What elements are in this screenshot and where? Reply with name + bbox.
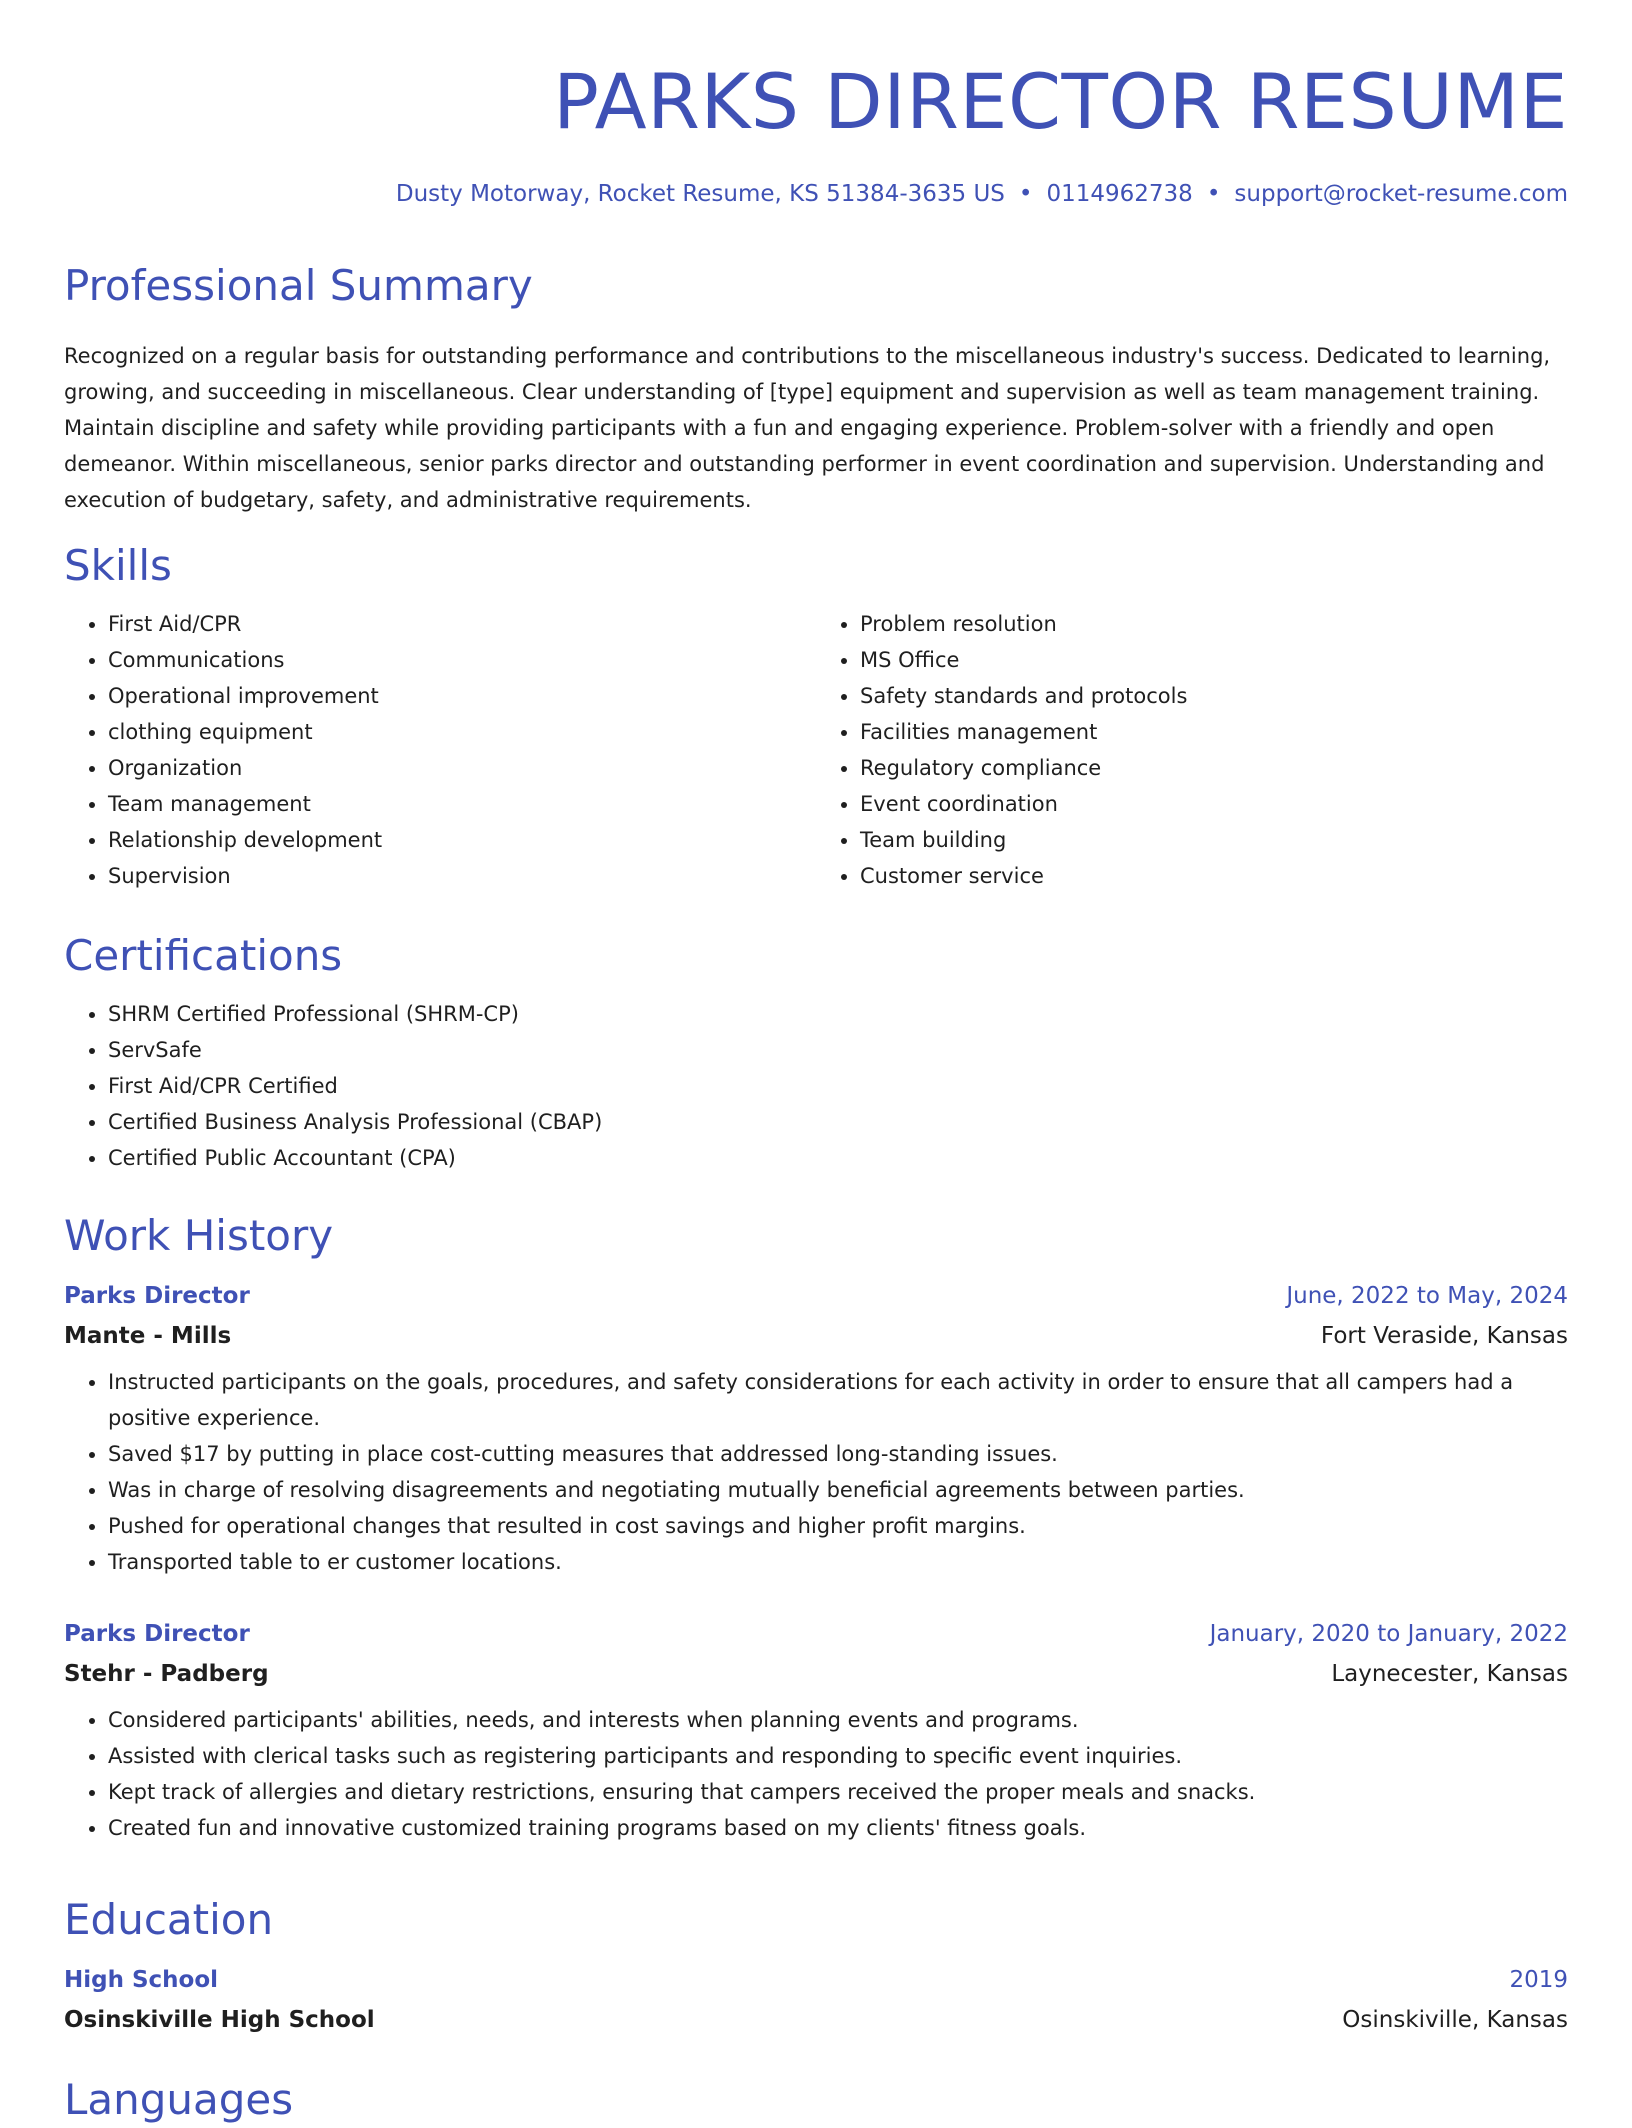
skill-item: • Organization (108, 750, 816, 786)
job-bullet: • Transported table to er customer locations. (108, 1544, 1568, 1580)
certification-item: • SHRM Certified Professional (SHRM-CP) (108, 996, 1568, 1032)
skill-item: • Safety standards and protocols (860, 678, 1568, 714)
section-heading: Skills (64, 541, 172, 590)
job-location: Laynecester, Kansas (1331, 1661, 1568, 1687)
education-school-row (64, 2000, 1568, 2040)
certifications-list (64, 996, 1568, 1176)
skill-item: • Operational improvement (108, 678, 816, 714)
job-bullets (64, 1364, 1568, 1580)
contact-address: Dusty Motorway, Rocket Resume, KS 51384-3635 US (395, 181, 1005, 207)
education-year: 2019 (1509, 1967, 1568, 1993)
contact-line (64, 178, 1568, 210)
contact-separator: • (1206, 181, 1221, 207)
skill-item: • Facilities management (860, 714, 1568, 750)
section-heading: Work History (64, 1211, 334, 1260)
section-heading: Languages (64, 2075, 294, 2124)
job-dates: June, 2022 to May, 2024 (1286, 1283, 1568, 1309)
contact-separator: • (1018, 181, 1033, 207)
job-bullet: • Pushed for operational changes that resulted in cost savings and higher profit margins. (108, 1508, 1568, 1544)
job-title: Parks Director (64, 1283, 250, 1309)
section-heading: Certifications (64, 931, 343, 980)
skill-item: • Event coordination (860, 786, 1568, 822)
skill-item: • clothing equipment (108, 714, 816, 750)
job-bullet: • Considered participants' abilities, needs, and interests when planning events and programs. (108, 1702, 1568, 1738)
job-header-row (64, 1276, 1568, 1316)
education-degree: High School (64, 1967, 219, 1993)
skill-item: • First Aid/CPR (108, 606, 816, 642)
education-header-row (64, 1960, 1568, 2000)
job-bullet: • Instructed participants on the goals, procedures, and safety considerations for each activity in order to ensure that all campers had a positive experience. (108, 1364, 1568, 1436)
skill-item: • Supervision (108, 858, 816, 894)
job-company: Mante - Mills (64, 1323, 232, 1349)
job-company: Stehr - Padberg (64, 1661, 269, 1687)
job-entry (64, 1614, 1568, 1846)
professional-summary-section (64, 258, 1568, 518)
skill-item: • Regulatory compliance (860, 750, 1568, 786)
job-bullet: • Was in charge of resolving disagreements and negotiating mutually beneficial agreements between parties. (108, 1472, 1568, 1508)
certification-item: • ServSafe (108, 1032, 1568, 1068)
resume-title: PARKS DIRECTOR RESUME (553, 57, 1568, 146)
skills-list-right (816, 606, 1568, 894)
job-entry (64, 1276, 1568, 1580)
section-heading: Professional Summary (64, 261, 533, 310)
skill-item: • Communications (108, 642, 816, 678)
job-employer-row (64, 1316, 1568, 1356)
contact-phone: 0114962738 (1046, 181, 1193, 207)
job-location: Fort Veraside, Kansas (1320, 1323, 1568, 1349)
skills-list-left (64, 606, 816, 894)
certification-item: • First Aid/CPR Certified (108, 1068, 1568, 1104)
contact-email[interactable]: support@rocket-resume.com (1234, 181, 1568, 207)
skill-item: • MS Office (860, 642, 1568, 678)
job-header-row (64, 1614, 1568, 1654)
certification-item: • Certified Business Analysis Professional (CBAP) (108, 1104, 1568, 1140)
education-entry (64, 1960, 1568, 2040)
certification-item: • Certified Public Accountant (CPA) (108, 1140, 1568, 1176)
languages-section (64, 2072, 1568, 2128)
education-location: Osinskiville, Kansas (1342, 2007, 1568, 2033)
skill-item: • Problem resolution (860, 606, 1568, 642)
section-heading: Education (64, 1895, 274, 1944)
job-employer-row (64, 1654, 1568, 1694)
certifications-section (64, 928, 1568, 1176)
skill-item: • Relationship development (108, 822, 816, 858)
skill-item: • Team management (108, 786, 816, 822)
summary-text: Recognized on a regular basis for outstanding performance and contributions to the miscellaneous industry's success. Dedicated to learning, growing, and succeeding in miscellaneous. Clear understanding of [type] equipment and supervision as well as team management training. Maintain discipline and safety while providing participants with a fun and engaging experience. Problem-solver with a friendly and open demeanor. Within miscellaneous, senior parks director and outstanding performer in event coordination and supervision. Understanding and execution of budgetary, safety, and administrative requirements. (64, 344, 1551, 512)
job-bullet: • Kept track of allergies and dietary restrictions, ensuring that campers received the proper meals and snacks. (108, 1774, 1568, 1810)
skill-item: • Customer service (860, 858, 1568, 894)
skills-columns (64, 606, 1568, 894)
job-bullet: • Created fun and innovative customized training programs based on my clients' fitness goals. (108, 1810, 1568, 1846)
education-section (64, 1892, 1568, 2040)
skill-item: • Team building (860, 822, 1568, 858)
job-bullets (64, 1702, 1568, 1846)
skills-section (64, 538, 1568, 894)
job-title: Parks Director (64, 1621, 250, 1647)
job-dates: January, 2020 to January, 2022 (1209, 1621, 1568, 1647)
job-bullet: • Saved $17 by putting in place cost-cutting measures that addressed long-standing issues. (108, 1436, 1568, 1472)
work-history-section (64, 1208, 1568, 1846)
education-school: Osinskiville High School (64, 2007, 375, 2033)
job-bullet: • Assisted with clerical tasks such as registering participants and responding to specific event inquiries. (108, 1738, 1568, 1774)
